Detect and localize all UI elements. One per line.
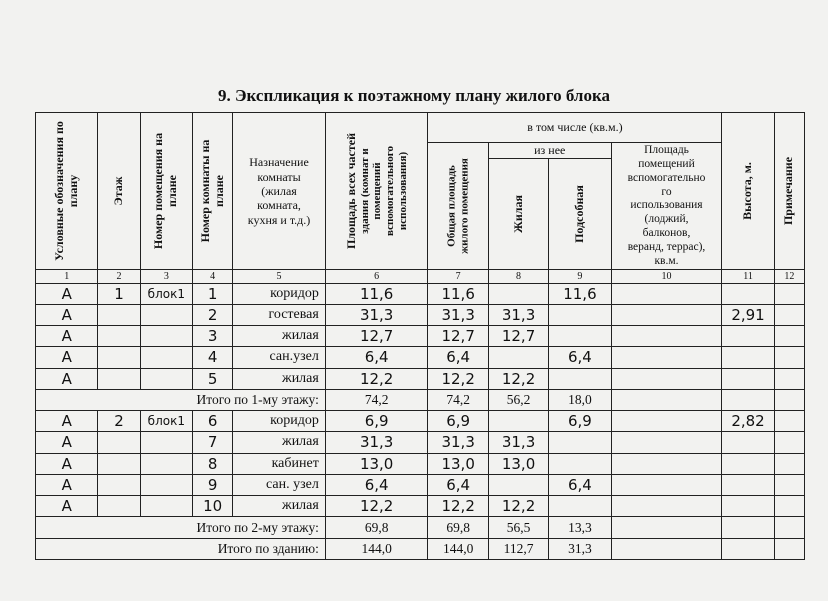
table-row: А 2 гостевая 31,3 31,3 31,3 2,91	[36, 304, 805, 325]
header-note: Примечание	[774, 113, 804, 270]
header-total-area: Площадь всех частей здания (комнат и помещений вспомогательного использования)	[325, 113, 428, 270]
header-living: Жилая	[488, 158, 548, 269]
header-general-area: Общая площадь жилого помещения	[428, 143, 488, 270]
header-legend: Условные обозначения по плану	[36, 113, 98, 270]
building-total-row: Итого по зданию: 144,0 144,0 112,7 31,3	[36, 538, 805, 559]
floor2-total-row: Итого по 2-му этажу: 69,8 69,8 56,5 13,3	[36, 517, 805, 538]
header-utility: Подсобная	[549, 158, 611, 269]
table-row: А 4 сан.узел 6,4 6,4 6,4	[36, 347, 805, 368]
table-row: А 10 жилая 12,2 12,2 12,2	[36, 496, 805, 517]
document-title: 9. Экспликация к поэтажному плану жилого блока	[218, 86, 610, 105]
header-floor: Этаж	[98, 113, 140, 270]
header-height: Высота, м.	[722, 113, 774, 270]
header-premise-number: Номер помещения на плане	[140, 113, 192, 270]
table-row: А 2 блок1 6 коридор 6,9 6,9 6,9 2,82	[36, 411, 805, 432]
column-numbers-row: 1 2 3 4 5 6 7 8 9 10 11 12	[36, 270, 805, 283]
header-group: в том числе (кв.м.)	[428, 113, 722, 143]
table-row: А 3 жилая 12,7 12,7 12,7	[36, 326, 805, 347]
table-row: А 7 жилая 31,3 31,3 31,3	[36, 432, 805, 453]
explication-table	[35, 112, 805, 560]
table-row: А 5 жилая 12,2 12,2 12,2	[36, 368, 805, 389]
table-row: А 1 блок1 1 коридор 11,6 11,6 11,6	[36, 283, 805, 304]
table-row: А 9 сан. узел 6,4 6,4 6,4	[36, 474, 805, 495]
header-purpose: Назначение комнаты (жилая комната, кухня и т.д.)	[233, 113, 326, 270]
header-auxiliary-other: Площадь помещений вспомогательно го использования (лоджий, балконов, веранд, террас), кв.м.	[611, 143, 722, 270]
header-room-number: Номер комнаты на плане	[192, 113, 232, 270]
table-row: А 8 кабинет 13,0 13,0 13,0	[36, 453, 805, 474]
floor1-total-row: Итого по 1-му этажу: 74,2 74,2 56,2 18,0	[36, 389, 805, 410]
header-subgroup: из нее	[488, 143, 611, 159]
